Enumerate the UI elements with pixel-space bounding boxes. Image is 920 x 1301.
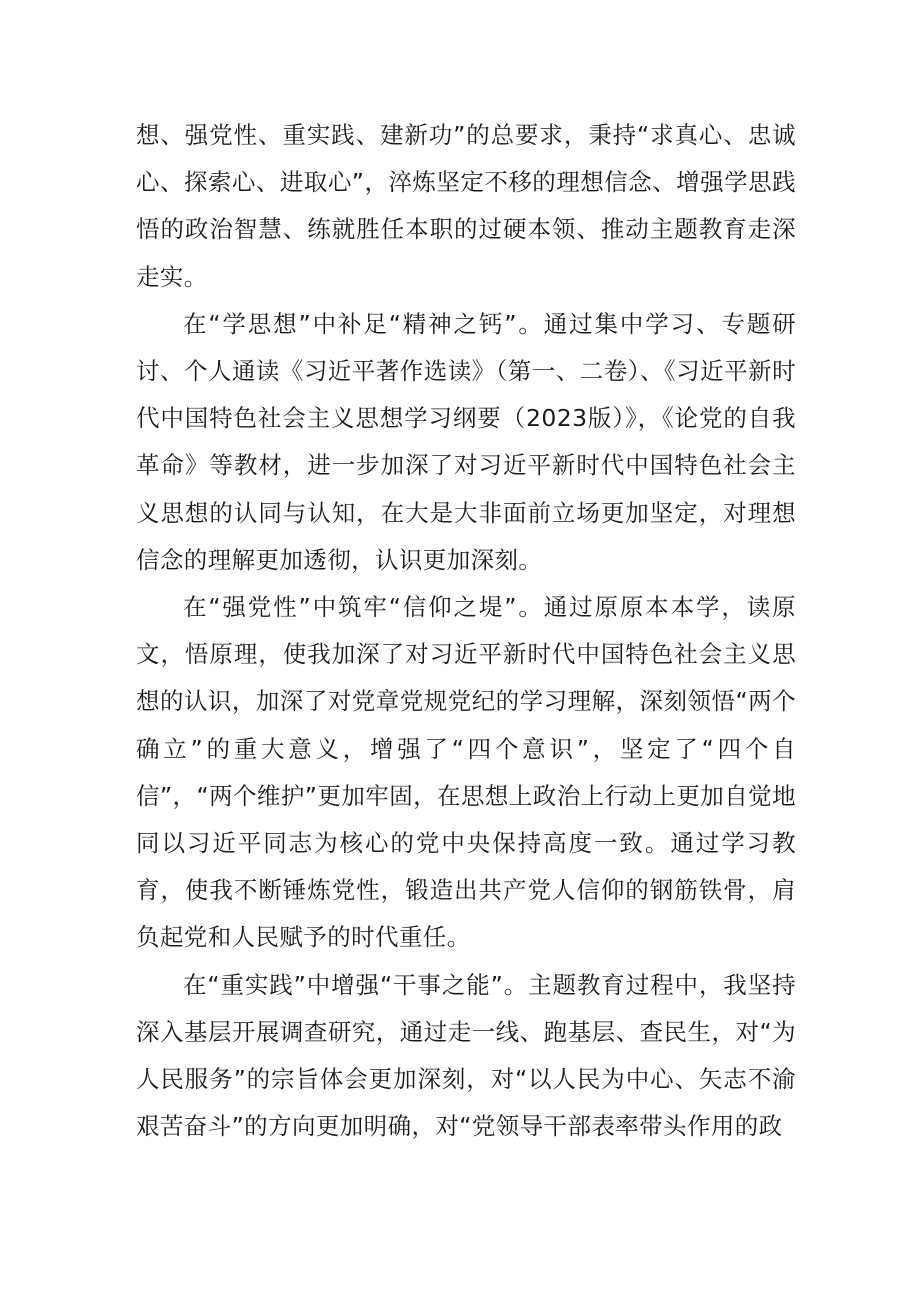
paragraph-practice: 在“重实践”中增强“干事之能”。主题教育过程中，我坚持深入基层开展调查研究，通过走一线、跑基层、查民生，对“为人民服务”的宗旨体会更加深刻，对“以人民为中心、矢志不渝艰苦奋斗”的方向更加明确，对“党领导干部表率带头作用的政 [136,970,796,1141]
document-body [136,112,796,1150]
paragraph-study-thought: 在“学思想”中补足“精神之钙”。通过集中学习、专题研讨、个人通读《习近平著作选读》（第一、二卷）、《习近平新时代中国特色社会主义思想学习纲要（2023版）》，《论党的自我革命》等教材，进一步加深了对习近平新时代中国特色社会主义思想的认同与认知，在大是大非面前立场更加坚定，对理想信念的理解更加透彻，认识更加深刻。 [136,309,796,574]
paragraph-continued-intro: 想、强党性、重实践、建新功”的总要求，秉持“求真心、忠诚心、探索心、进取心”，淬炼坚定不移的理想信念、增强学思践悟的政治智慧、练就胜任本职的过硬本领、推动主题教育走深走实。 [136,121,796,291]
paragraph-party-spirit: 在“强党性”中筑牢“信仰之堤”。通过原原本本学，读原文，悟原理，使我加深了对习近平新时代中国特色社会主义思想的认识，加深了对党章党规党纪的学习理解，深刻领悟“两个确立”的重大意义，增强了“四个意识”，坚定了“四个自信”，“两个维护”更加牢固，在思想上政治上行动上更加自觉地同以习近平同志为核心的党中央保持高度一致。通过学习教育，使我不断锤炼党性，锻造出共产党人信仰的钢筋铁骨，肩负起党和人民赋予的时代重任。 [136,593,796,952]
